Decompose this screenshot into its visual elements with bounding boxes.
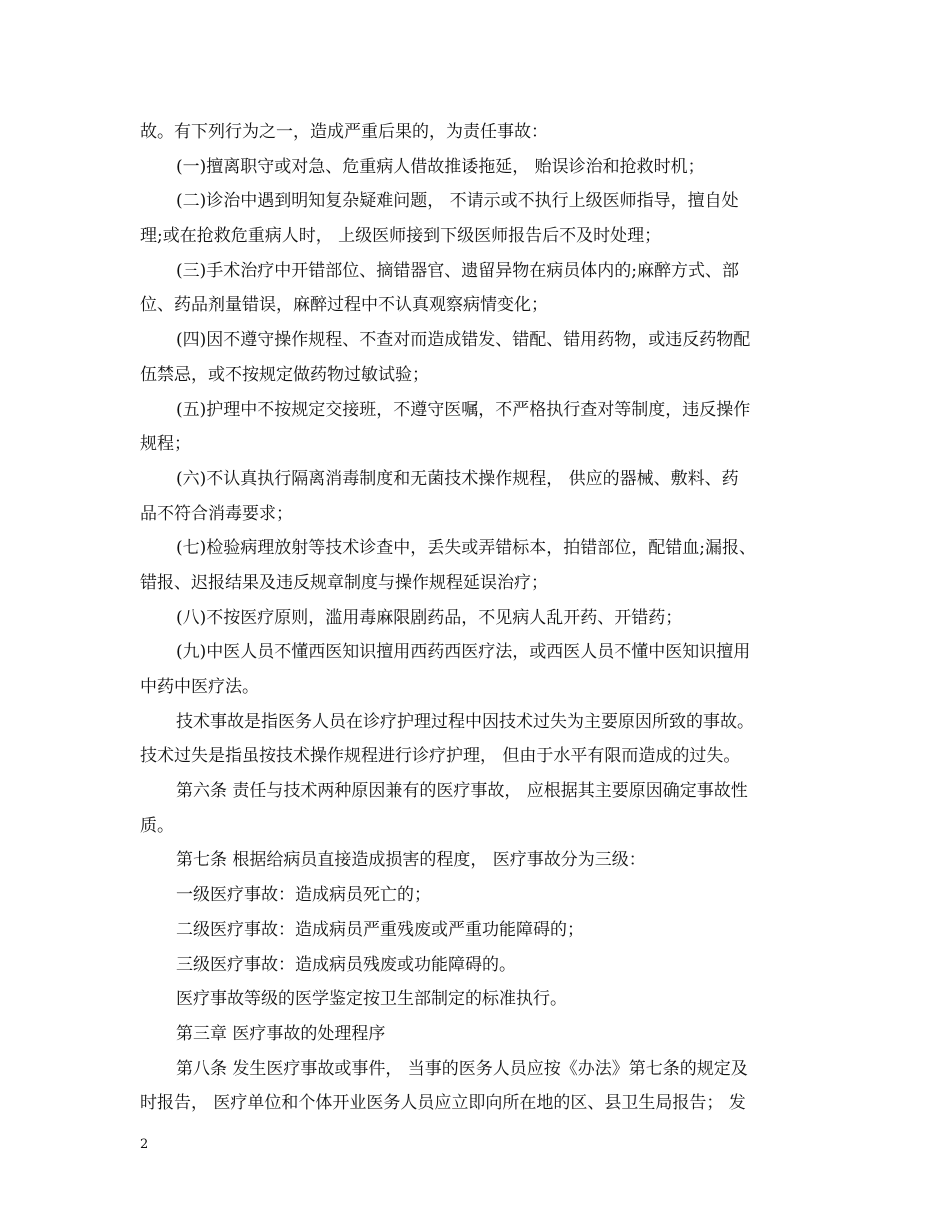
text-line: 中药中医疗法。 <box>140 677 259 697</box>
text-line: (七)检验病理放射等技术诊查中，丢失或弄错标本，拍错部位，配错血;漏报、 <box>176 538 756 559</box>
page-number: 2 <box>140 1137 149 1152</box>
text-line: 技术过失是指虽按技术操作规程进行诊疗护理， 但由于水平有限而造成的过失。 <box>140 746 741 767</box>
text-line: (一)擅离职守或对急、危重病人借故推诿拖延， 贻误诊治和抢救时机； <box>176 156 705 177</box>
text-line: 故。有下列行为之一，造成严重后果的，为责任事故： <box>140 122 548 142</box>
text-line: 质。 <box>140 815 174 836</box>
text-line: (二)诊治中遇到明知复杂疑难问题， 不请示或不执行上级医师指导，擅自处 <box>176 191 739 212</box>
text-line: (三)手术治疗中开错部位、摘错器官、遗留异物在病员体内的;麻醉方式、部 <box>176 260 739 281</box>
text-line: 三级医疗事故：造成病员残废或功能障碍的。 <box>176 954 516 975</box>
text-line: 伍禁忌，或不按规定做药物过敏试验； <box>140 364 429 385</box>
text-line: 规程； <box>140 434 191 455</box>
text-line: 时报告， 医疗单位和个体开业医务人员应立即向所在地的区、县卫生局报告； 发 <box>140 1093 746 1114</box>
text-line: 一级医疗事故：造成病员死亡的； <box>176 885 431 906</box>
text-line: 二级医疗事故：造成病员严重残废或严重功能障碍的； <box>176 919 584 940</box>
text-line: 第三章 医疗事故的处理程序 <box>176 1023 386 1044</box>
text-line: 错报、迟报结果及违反规章制度与操作规程延误治疗； <box>140 572 548 593</box>
text-line: 第六条 责任与技术两种原因兼有的医疗事故， 应根据其主要原因确定事故性 <box>176 781 748 802</box>
text-line: 医疗事故等级的医学鉴定按卫生部制定的标准执行。 <box>176 989 567 1010</box>
text-line: 第七条 根据给病员直接造成损害的程度， 医疗事故分为三级： <box>176 850 646 871</box>
text-line: 品不符合消毒要求； <box>140 503 293 524</box>
text-line: (五)护理中不按规定交接班，不遵守医嘱，不严格执行查对等制度，违反操作 <box>176 399 751 420</box>
text-line: 位、药品剂量错误，麻醉过程中不认真观察病情变化； <box>140 295 548 316</box>
text-line: (九)中医人员不懂西医知识擅用西药西医疗法，或西医人员不懂中医知识擅用 <box>176 642 751 663</box>
text-line: 理;或在抢救危重病人时， 上级医师接到下级医师报告后不及时处理； <box>140 226 662 247</box>
text-line: (四)因不遵守操作规程、不查对而造成错发、错配、错用药物，或违反药物配 <box>176 330 751 351</box>
text-line: 第八条 发生医疗事故或事件， 当事的医务人员应按《办法》第七条的规定及 <box>176 1058 748 1079</box>
text-line: 技术事故是指医务人员在诊疗护理过程中因技术过失为主要原因所致的事故。 <box>176 711 754 732</box>
document-body <box>140 115 815 1121</box>
text-line: (八)不按医疗原则，滥用毒麻限剧药品，不见病人乱开药、开错药； <box>176 607 683 628</box>
text-line: (六)不认真执行隔离消毒制度和无菌技术操作规程， 供应的器械、敷料、药 <box>176 468 739 489</box>
